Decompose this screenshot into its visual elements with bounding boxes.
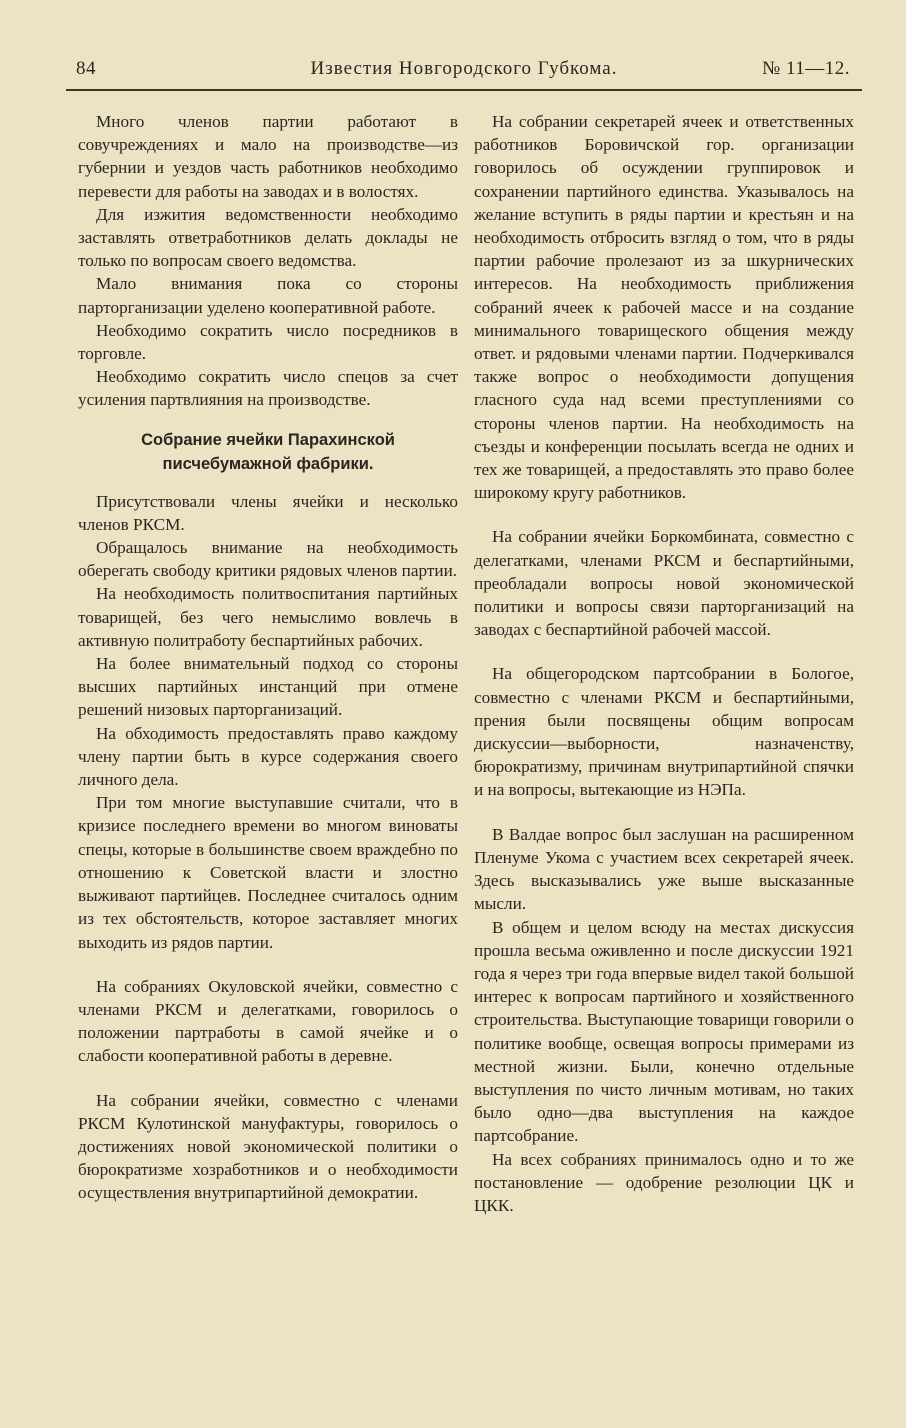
paragraph: На всех собраниях принималось одно и то же постановление — одобрение резолюции ЦК и ЦКК.	[474, 1149, 854, 1215]
right-column	[474, 110, 854, 1217]
paragraph: Необходимо сократить число посредников в торговле.	[78, 320, 458, 364]
left-column	[78, 110, 458, 1205]
paragraph: На необходимость политвоспитания партийных товарищей, без чего немыслимо вовлечь в активную политработу беспартийных рабочих.	[78, 584, 458, 650]
paragraph: Для изжития ведомственности необходимо заставлять ответработников делать доклады не только по вопросам своего ведомства.	[78, 204, 458, 271]
paragraph: Необходимо сократить число спецов за счет усиления партвлияния на производстве.	[78, 367, 458, 410]
page-header	[66, 58, 862, 88]
header-rule	[66, 89, 862, 91]
paragraph: При том многие выступавшие считали, что в кризисе последнего времени во многом виноваты спецы, которые в большинстве своем враждебно по отношению к Советской власти и злостно выживают партийцев. Последнее считалось одним из тех обстоятельств, которое заставляет многих выходить из рядов партии.	[78, 793, 458, 952]
paragraph: На собраниях Окуловской ячейки, совместно с членами РКСМ и делегатками, говорилось о положении партработы в самой ячейке и о слабости кооперативной работы в деревне.	[78, 976, 458, 1066]
paragraph: Обращалось внимание на необходимость оберегать свободу критики рядовых членов партии.	[78, 538, 458, 581]
paragraph: На обходимость предоставлять право каждому члену партии быть в курсе содержания своего личного дела.	[78, 723, 458, 790]
paragraph: Мало внимания пока со стороны парторганизации уделено кооперативной работе.	[78, 274, 458, 317]
paragraph: В общем и целом всюду на местах дискуссия прошла весьма оживленно и после дискуссии 1921 года я через три года впервые видел такой большой интерес к вопросам партийного и хозяйственного строительства. Выступающие товарищи говорили о политике вообще, освещая вопросы примерами из местной жизни. Были, конечно отдельные выступления по чисто личным мотивам, но таких было одно—два выступления на каждое партсобрание.	[474, 917, 854, 1146]
paragraph: На более внимательный подход со стороны высших партийных инстанций при отмене решений низовых парторганизаций.	[78, 654, 458, 720]
issue-number: № 11—12.	[762, 58, 850, 79]
paragraph: Присутствовали члены ячейки и несколько членов РКСМ.	[78, 491, 458, 534]
paragraph: Много членов партии работают в совучреждениях и мало на производстве—из губернии и уездов часть работников необходимо перевести для работы на заводах и в волостях.	[78, 112, 458, 201]
paragraph: В Валдае вопрос был заслушан на расширенном Пленуме Укома с участием всех секретарей ячеек. Здесь высказывались уже выше высказанные мысли.	[474, 824, 854, 914]
paragraph: На собрании секретарей ячеек и ответственных работников Боровичской гор. организации говорилось об осуждении группировок и сохранении партийного единства. Указывалось на желание вступить в ряды партии и крестьян и на необходимость отбросить взгляд о том, что в ряды партии рабочие пролезают из за шкурнических интересов. На необходимость приближения собраний ячеек к рабочей массе и на создание минимального товарищеского общения между ответ. и рядовыми членами партии. Подчеркивался также вопрос о необходимости допущения гласного суда над всеми преступлениями со стороны членов партии. На необходимость на съезды и конференции посылать всегда не одних и тех же товарищей, а предоставлять это право более широкому кругу работников.	[474, 112, 854, 503]
section-heading: Собрание ячейки Парахинской писчебумажной фабрики.	[141, 430, 395, 473]
paragraph: На собрании ячейки, совместно с членами РКСМ Кулотинской мануфактуры, говорилось о достижениях новой экономической политики о бюрократизме хозработников и о необходимости осуществления внутрипартийной демократии.	[78, 1090, 458, 1203]
publication-title: Известия Новгородского Губкома.	[310, 58, 618, 79]
paragraph: На общегородском партсобрании в Бологое, совместно с членами РКСМ и беспартийными, прения были посвящены общим вопросам дискуссии—выборности, назначенству, бюрократизму, причинам внутрипартийной спячки и на вопросы, вытекающие из НЭПа.	[474, 664, 854, 800]
paragraph: На собрании ячейки Боркомбината, совместно с делегатками, членами РКСМ и беспартийными, преобладали вопросы новой экономической политики и вопросы связи парторганизаций на заводах с беспартийной рабочей массой.	[474, 527, 854, 640]
page-number: 84	[76, 58, 96, 79]
